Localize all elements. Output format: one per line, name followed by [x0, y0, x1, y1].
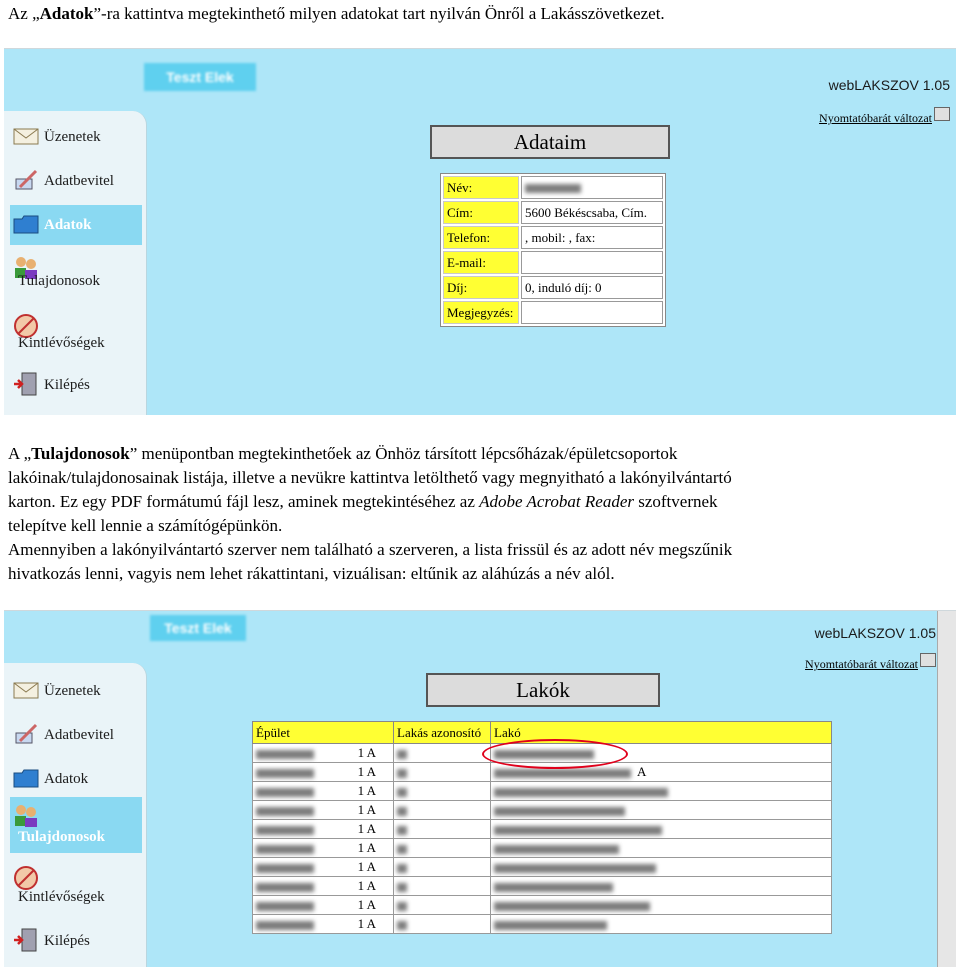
nav-tulajdonosok[interactable]: [10, 797, 142, 853]
printer-icon[interactable]: [920, 653, 936, 667]
cell-lako[interactable]: [491, 896, 832, 915]
screenshot-adatok: [4, 48, 956, 415]
text: szoftvernek: [633, 492, 718, 511]
table-row: [253, 858, 832, 877]
folder-icon: [12, 211, 40, 237]
cell-lako[interactable]: [491, 782, 832, 801]
sidebar: [4, 663, 147, 967]
cell-epulet: [253, 763, 394, 782]
desc-line: Amennyiben a lakónyilvántartó szerver nem található a szerveren, a lista frissül és az adott név megszűnik: [8, 540, 733, 559]
intro-prefix: Az „: [8, 4, 40, 23]
app-version: webLAKSZOV 1.05: [828, 77, 950, 93]
nav-tulajdonosok[interactable]: [10, 249, 142, 289]
lakas-number: 1 A: [357, 859, 376, 874]
print-friendly-link[interactable]: Nyomtatóbarát változat: [819, 111, 932, 125]
blurred-resident-name[interactable]: [494, 769, 631, 778]
blurred-building: [256, 864, 314, 873]
nav-label: Adatok: [44, 217, 92, 233]
cell-lakas-azonosito: [394, 820, 491, 839]
nav-uzenetek[interactable]: [10, 671, 142, 711]
field-label: Cím:: [443, 201, 519, 224]
table-row: [253, 820, 832, 839]
table-row: [443, 176, 663, 199]
table-row: [443, 301, 663, 324]
lakas-number: 1 A: [357, 878, 376, 893]
nav-label: Tulajdonosok: [18, 829, 105, 845]
blurred-id: [397, 845, 407, 854]
pen-icon: [12, 167, 40, 193]
cell-lakas-azonosito: [394, 858, 491, 877]
blurred-building: [256, 845, 314, 854]
lakas-number: 1 A: [357, 821, 376, 836]
desc-line: lakóinak/tulajdonosainak listája, illetve a nevükre kattintva letölthető vagy megnyitható a lakónyilvántartó: [8, 468, 732, 487]
blurred-building: [256, 807, 314, 816]
intro-text: [8, 2, 665, 26]
desc-line: hivatkozás lenni, vagyis nem lehet rákattintani, vizuálisan: eltűnik az aláhúzás a név alól.: [8, 564, 615, 583]
cell-lakas-azonosito: [394, 744, 491, 763]
cell-lako[interactable]: [491, 858, 832, 877]
lakas-number: 1 A: [357, 745, 376, 760]
money-bag-icon: [12, 865, 40, 891]
desc-line: [8, 442, 732, 466]
people-icon: [12, 803, 40, 829]
blurred-resident-name[interactable]: [494, 788, 668, 797]
screenshot-lakok: [4, 610, 956, 967]
blurred-resident-name[interactable]: [494, 807, 625, 816]
nav-label: Kilépés: [44, 933, 90, 949]
vertical-scrollbar[interactable]: [937, 611, 956, 967]
user-logo: Teszt Elek: [144, 63, 256, 91]
cell-lakas-azonosito: [394, 763, 491, 782]
cell-lakas-azonosito: [394, 896, 491, 915]
cell-epulet: [253, 744, 394, 763]
blurred-building: [256, 750, 314, 759]
blurred-id: [397, 788, 407, 797]
bold-text: Tulajdonosok: [31, 444, 130, 463]
blurred-resident-name[interactable]: [494, 845, 619, 854]
printer-icon[interactable]: [934, 107, 950, 121]
field-value-dij: 0, induló díj: 0: [521, 276, 663, 299]
text: karton. Ez egy PDF formátumú fájl lesz, aminek megtekintéséhez az: [8, 492, 480, 511]
intro-suffix: ”-ra kattintva megtekinthető milyen adatokat tart nyilván Önről a Lakásszövetkezet.: [93, 4, 665, 23]
blurred-id: [397, 769, 407, 778]
field-value-megjegyzes: [521, 301, 663, 324]
highlight-oval: [482, 739, 628, 769]
personal-data-table: [440, 173, 666, 327]
tulajdonosok-description: [8, 442, 732, 586]
field-label: Díj:: [443, 276, 519, 299]
blurred-resident-name[interactable]: [494, 921, 607, 930]
blurred-id: [397, 864, 407, 873]
italic-text: Adobe Acrobat Reader: [479, 492, 634, 511]
cell-epulet: [253, 839, 394, 858]
user-logo: Teszt Elek: [150, 615, 246, 641]
table-row: [253, 915, 832, 934]
cell-lako[interactable]: [491, 915, 832, 934]
nav-kilepes[interactable]: [10, 365, 142, 405]
cell-lako[interactable]: [491, 877, 832, 896]
nav-label: Kintlévőségek: [18, 889, 105, 905]
table-row: [443, 251, 663, 274]
nav-kintlevosegek[interactable]: [10, 859, 142, 911]
nav-adatbevitel[interactable]: [10, 715, 142, 755]
nav-adatok[interactable]: [10, 759, 142, 799]
blurred-resident-name[interactable]: [494, 883, 613, 892]
print-friendly-link[interactable]: Nyomtatóbarát változat: [805, 657, 918, 671]
lakas-number: 1 A: [357, 783, 376, 798]
field-value-telefon: , mobil: , fax:: [521, 226, 663, 249]
cell-lakas-azonosito: [394, 801, 491, 820]
blurred-building: [256, 826, 314, 835]
nav-label: Adatbevitel: [44, 173, 114, 189]
table-row: [443, 226, 663, 249]
field-label: Telefon:: [443, 226, 519, 249]
blurred-id: [397, 826, 407, 835]
cell-lakas-azonosito: [394, 839, 491, 858]
nav-kintlevosegek[interactable]: [10, 307, 142, 351]
nav-label: Adatbevitel: [44, 727, 114, 743]
cell-lako[interactable]: [491, 839, 832, 858]
blurred-building: [256, 788, 314, 797]
exit-door-icon: [12, 371, 40, 397]
envelope-icon: [12, 123, 40, 149]
column-header-epulet: Épület: [253, 722, 394, 744]
field-value-email: [521, 251, 663, 274]
field-value-cim: 5600 Békéscsaba, Cím.: [521, 201, 663, 224]
intro-bold: Adatok: [39, 4, 94, 23]
cell-epulet: [253, 896, 394, 915]
lakas-number: 1 A: [357, 802, 376, 817]
lakas-number: 1 A: [357, 764, 376, 779]
cell-epulet: [253, 820, 394, 839]
exit-door-icon: [12, 927, 40, 953]
nav-uzenetek[interactable]: [10, 117, 142, 157]
nav-label: Üzenetek: [44, 129, 101, 145]
cell-epulet: [253, 915, 394, 934]
table-row: [443, 201, 663, 224]
resident-suffix: A: [637, 764, 647, 779]
page-title: Adataim: [430, 125, 670, 159]
table-row: [253, 877, 832, 896]
sidebar: [4, 111, 147, 415]
blurred-id: [397, 807, 407, 816]
pen-icon: [12, 721, 40, 747]
blurred-building: [256, 902, 314, 911]
blurred-name: [525, 184, 581, 193]
app-version: webLAKSZOV 1.05: [814, 625, 936, 641]
table-row: [253, 896, 832, 915]
table-row: [253, 782, 832, 801]
field-label: Megjegyzés:: [443, 301, 519, 324]
text: ” menüpontban megtekinthetőek az Önhöz társított lépcsőházak/épületcsoportok: [129, 444, 678, 463]
desc-line: [8, 490, 732, 514]
nav-adatbevitel[interactable]: [10, 161, 142, 201]
blurred-resident-name[interactable]: [494, 826, 662, 835]
cell-lako[interactable]: [491, 801, 832, 820]
blurred-building: [256, 921, 314, 930]
blurred-id: [397, 902, 407, 911]
desc-line: telepítve kell lennie a számítógépünkön.: [8, 516, 283, 535]
cell-epulet: [253, 858, 394, 877]
lakas-number: 1 A: [357, 897, 376, 912]
nav-label: Üzenetek: [44, 683, 101, 699]
nav-label: Kintlévőségek: [18, 335, 105, 351]
blurred-id: [397, 750, 407, 759]
field-label: Név:: [443, 176, 519, 199]
table-row: [253, 839, 832, 858]
table-row: [253, 801, 832, 820]
folder-icon: [12, 765, 40, 791]
cell-epulet: [253, 801, 394, 820]
lakas-number: 1 A: [357, 840, 376, 855]
blurred-resident-name[interactable]: [494, 864, 656, 873]
blurred-id: [397, 883, 407, 892]
field-value-nev: [521, 176, 663, 199]
cell-lakas-azonosito: [394, 877, 491, 896]
envelope-icon: [12, 677, 40, 703]
nav-label: Adatok: [44, 771, 89, 787]
blurred-building: [256, 883, 314, 892]
cell-epulet: [253, 877, 394, 896]
blurred-building: [256, 769, 314, 778]
blurred-id: [397, 921, 407, 930]
field-label: E-mail:: [443, 251, 519, 274]
cell-lakas-azonosito: [394, 915, 491, 934]
table-row: [443, 276, 663, 299]
cell-epulet: [253, 782, 394, 801]
nav-label: Kilépés: [44, 377, 90, 393]
column-header-lakas-azonosito: Lakás azonosító: [394, 722, 491, 744]
nav-adatok[interactable]: [10, 205, 142, 245]
nav-label: Tulajdonosok: [18, 273, 100, 289]
blurred-resident-name[interactable]: [494, 902, 650, 911]
column-header-lako: Lakó: [491, 722, 832, 744]
cell-lakas-azonosito: [394, 782, 491, 801]
cell-lako[interactable]: [491, 820, 832, 839]
lakas-number: 1 A: [357, 916, 376, 931]
text: A „: [8, 444, 32, 463]
page-title: Lakók: [426, 673, 660, 707]
nav-kilepes[interactable]: [10, 921, 142, 961]
